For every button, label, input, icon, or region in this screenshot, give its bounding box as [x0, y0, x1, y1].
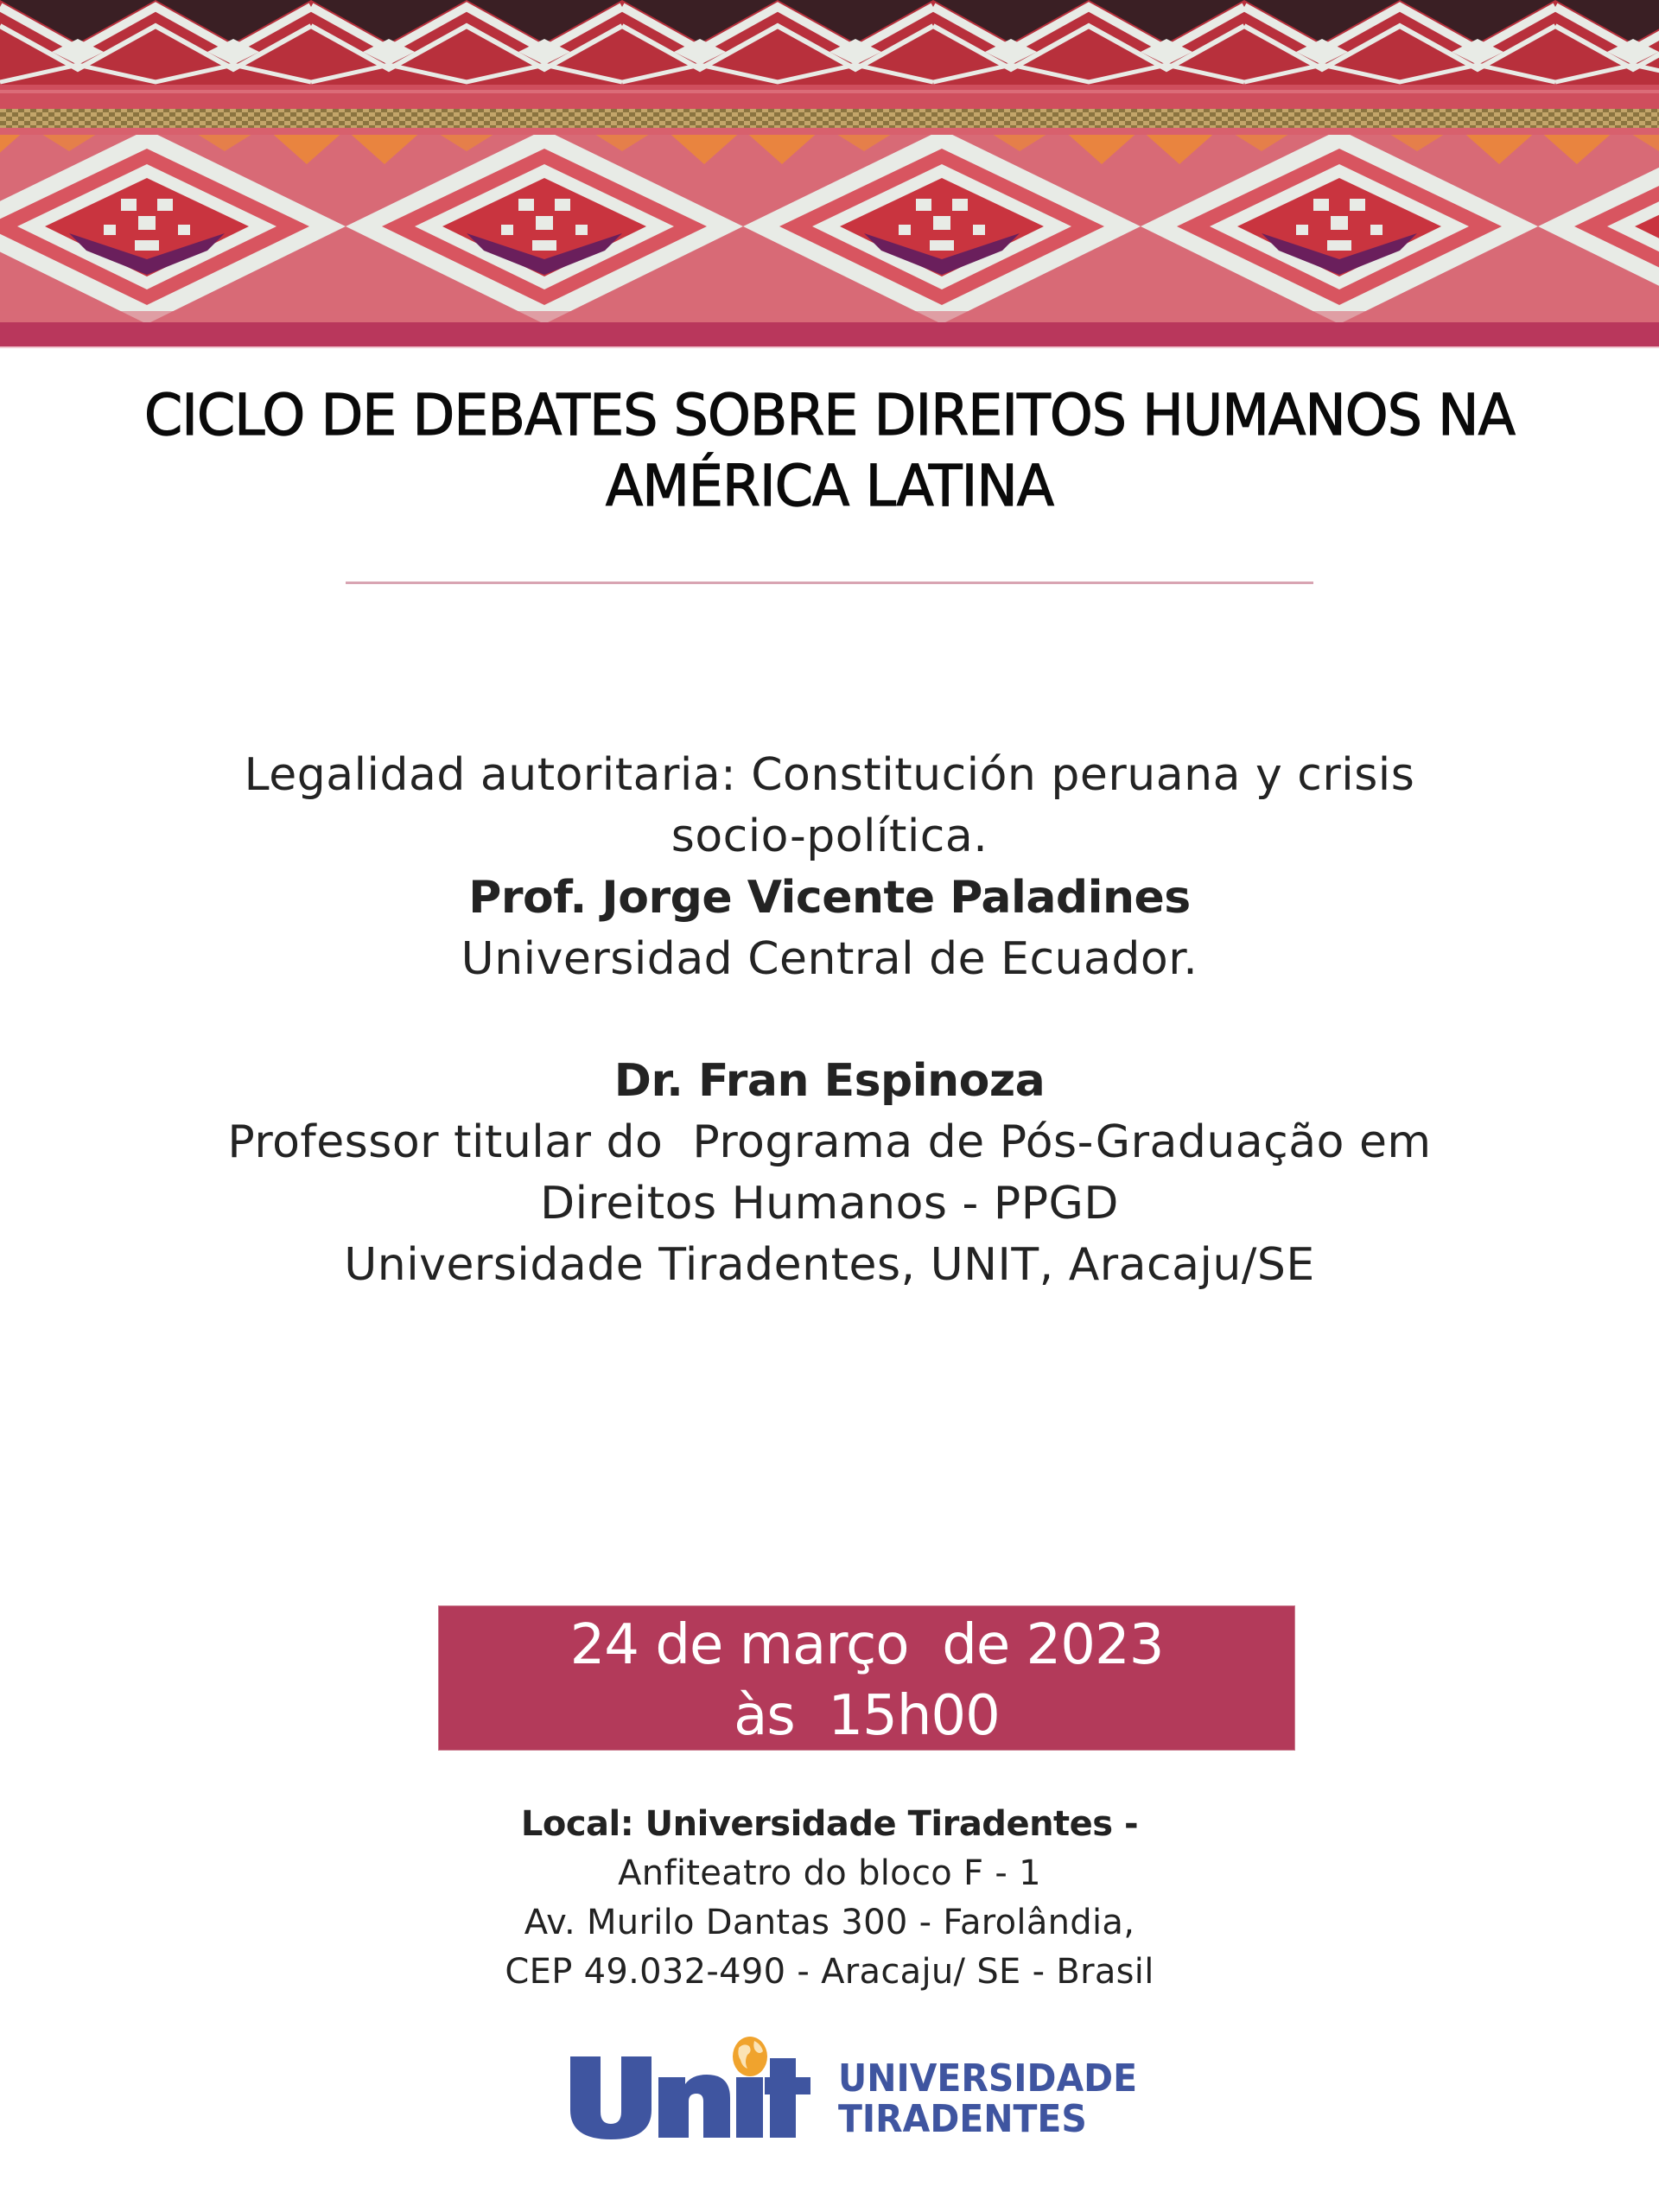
university-name-line-2: TIRADENTES [838, 2097, 1087, 2141]
speaker-2-role-line-2: Direitos Humanos - PPGD [540, 1178, 1119, 1230]
globe-icon [733, 2037, 767, 2076]
location-line-4: CEP 49.032-490 - Aracaju/ SE - Brasil [505, 1952, 1154, 1992]
speaker-2-name: Dr. Fran Espinoza [613, 1055, 1046, 1107]
unit-logo [566, 2032, 1171, 2145]
accent-band [0, 322, 1659, 346]
location-line-3: Av. Murilo Dantas 300 - Farolândia, [524, 1903, 1135, 1942]
speaker-1-affiliation: Universidad Central de Ecuador. [461, 933, 1198, 985]
spacer [0, 990, 1659, 1051]
title-line-1: CICLO DE DEBATES SOBRE DIREITOS HUMANOS NA [144, 382, 1515, 448]
speaker-2-affiliation: Universidade Tiradentes, UNIT, Aracaju/SE [344, 1239, 1315, 1291]
textile-banner-image [0, 0, 1659, 322]
page-title [33, 380, 1625, 522]
title-line-2: AMÉRICA LATINA [605, 453, 1054, 519]
event-date: 24 de março de 2023 [569, 1613, 1164, 1677]
unit-wordmark [566, 2032, 817, 2145]
talk-topic-line-1: Legalidad autoritaria: Constitución peruana y crisis [244, 749, 1415, 801]
location-line-2: Anfiteatro do bloco F - 1 [618, 1853, 1041, 1893]
title-divider [346, 582, 1313, 584]
talk-details [0, 745, 1659, 1296]
event-location [0, 1800, 1659, 1997]
speaker-2-role-line-1: Professor titular do Programa de Pós-Graduação em [227, 1116, 1432, 1168]
event-date-box [438, 1605, 1295, 1751]
university-name [838, 2058, 1137, 2139]
accent-band-edge [0, 346, 1659, 348]
speaker-1-name: Prof. Jorge Vicente Paladines [468, 872, 1191, 924]
university-name-line-1: UNIVERSIDADE [838, 2056, 1138, 2101]
event-time: às 15h00 [734, 1684, 1000, 1748]
location-line-1: Local: Universidade Tiradentes - [520, 1804, 1139, 1844]
talk-topic-line-2: socio-política. [671, 810, 988, 862]
